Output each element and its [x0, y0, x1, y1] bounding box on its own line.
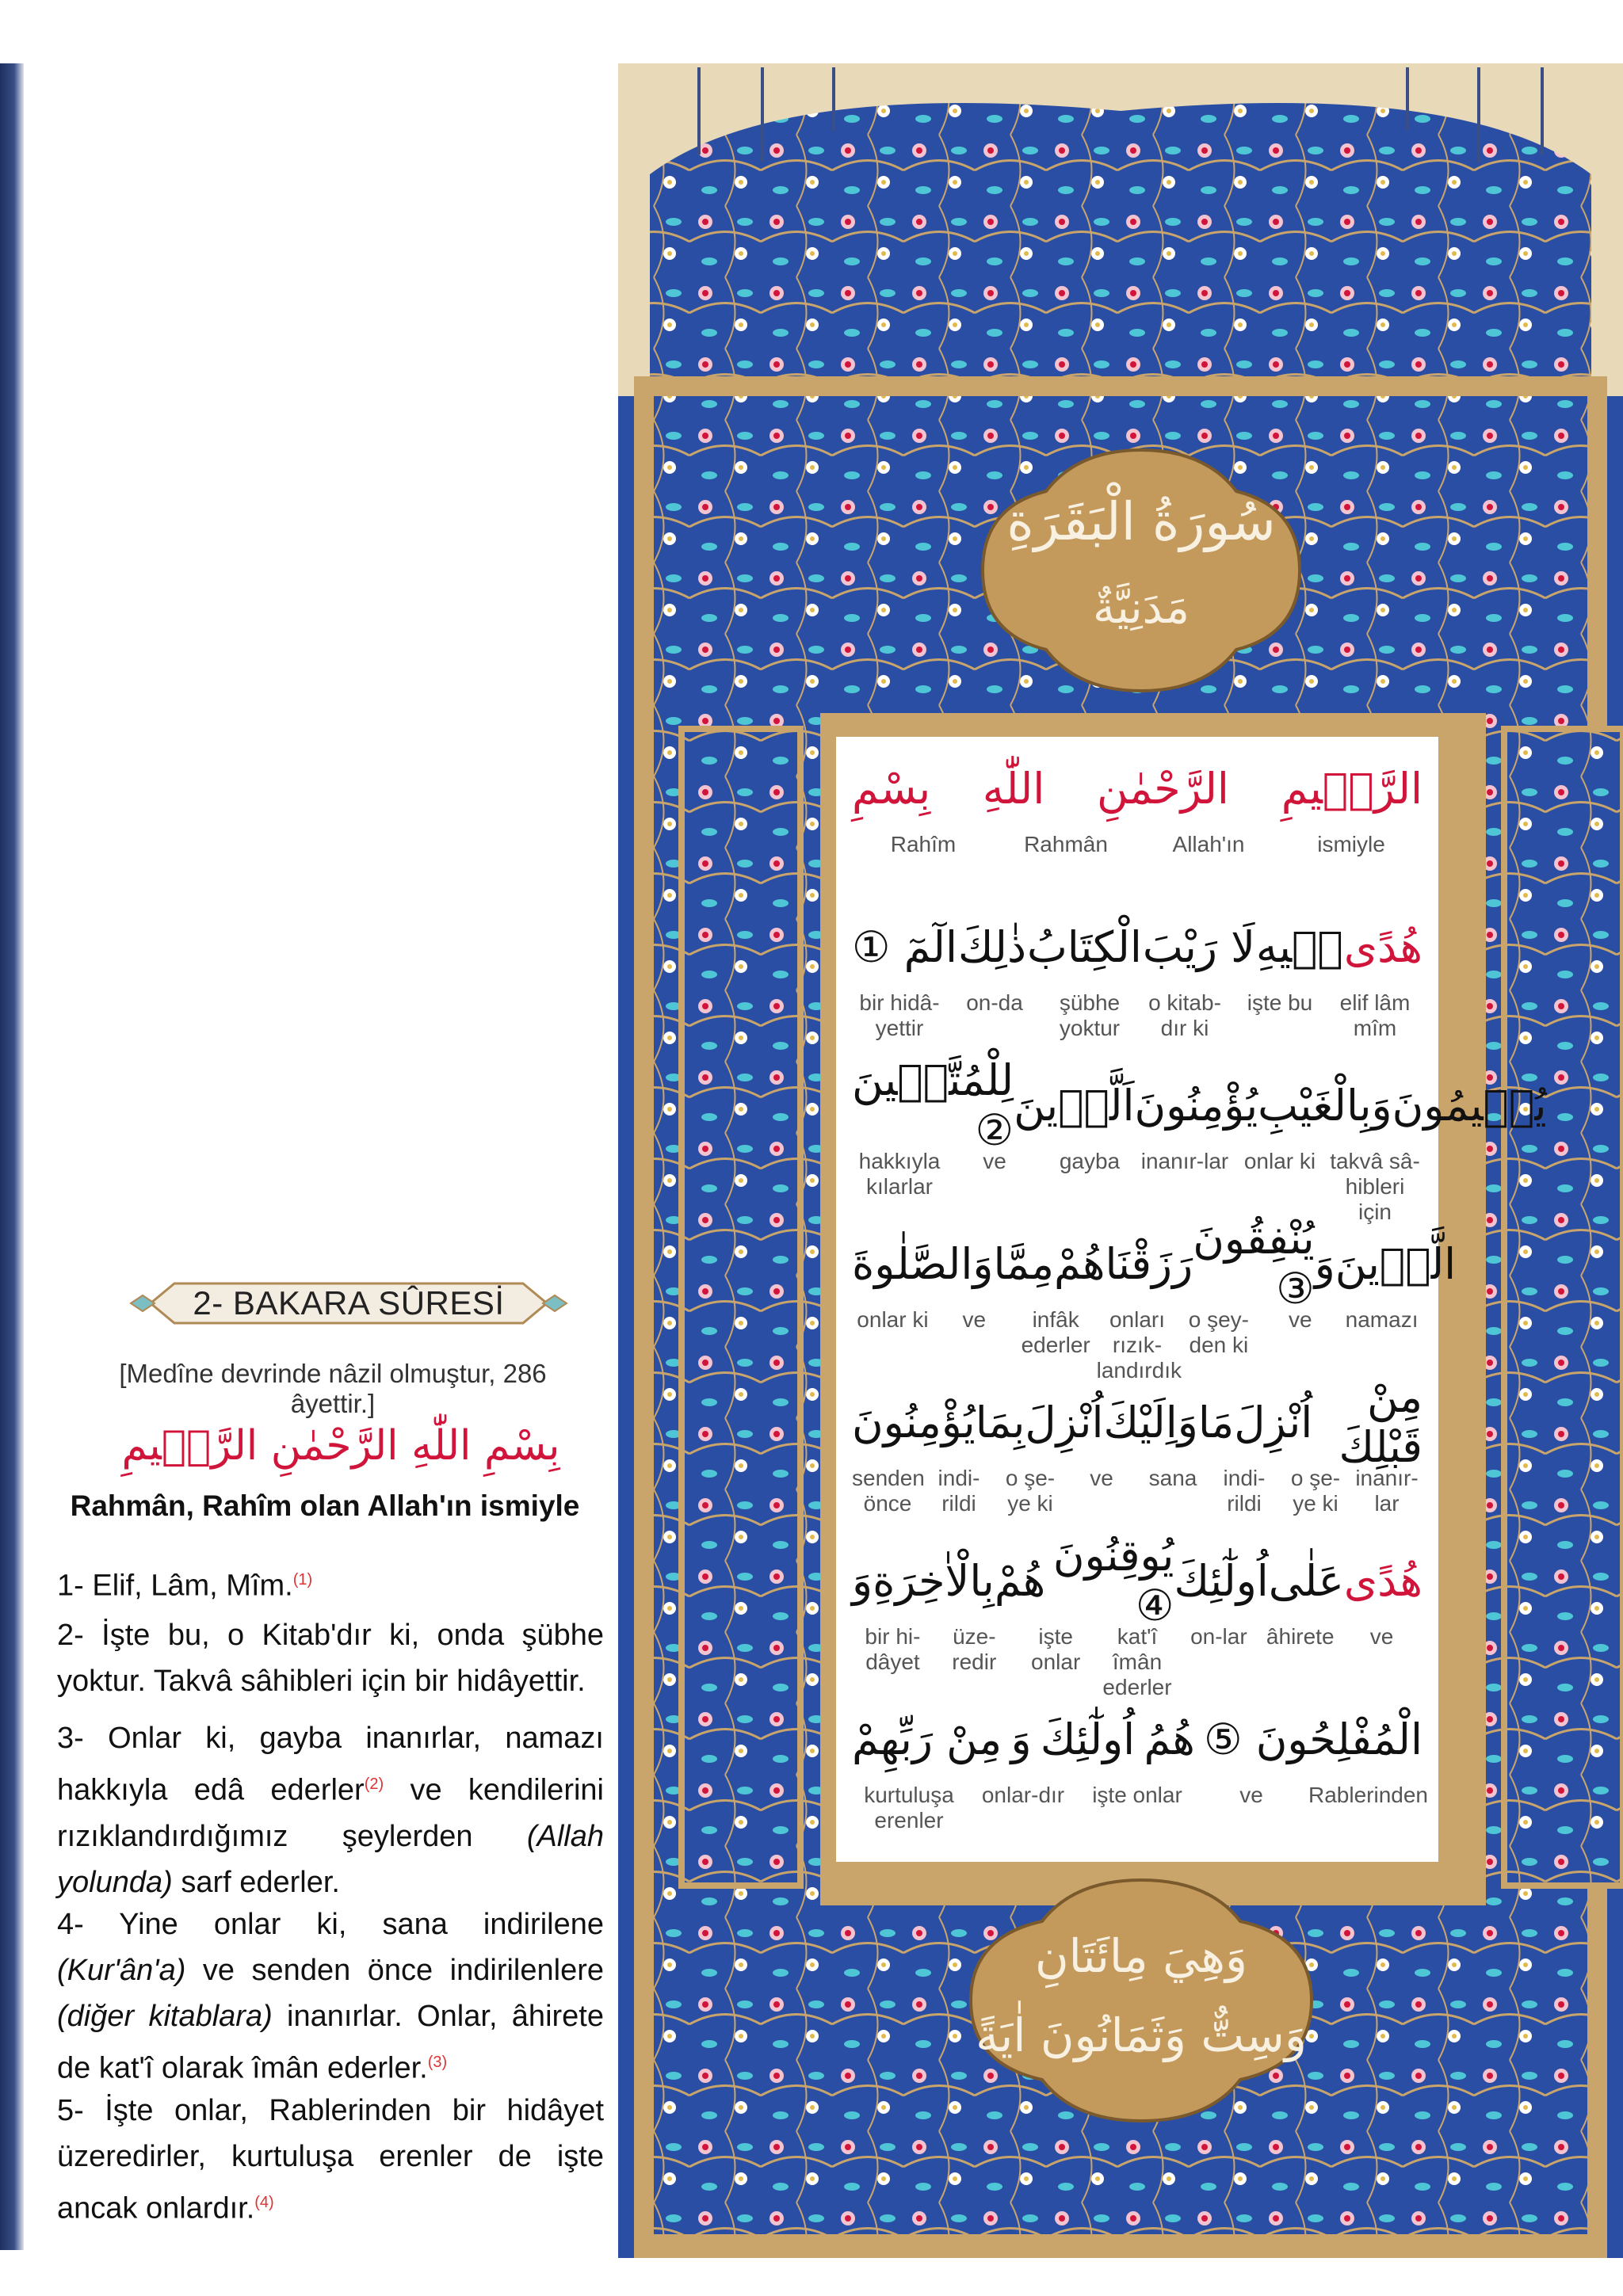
verse-3-text-a: 3- Onlar ki, gayba inanırlar, namazı hakkıyla edâ ederler [57, 1722, 604, 1807]
translation-word: âhirete [1266, 1624, 1335, 1649]
arabic-word: يُق۪يمُونَ [1392, 1080, 1547, 1131]
translation-word: hakkıyla kılarlar [858, 1149, 941, 1199]
translation-word: Allah'ın [1172, 832, 1245, 856]
translation-word: o kitab-dır ki [1148, 990, 1221, 1040]
arabic-line [852, 1214, 1457, 1314]
translation-word: inanır-lar [1355, 1466, 1419, 1516]
verse-3-text-c: sarf ederler. [172, 1865, 340, 1899]
sura-subtitle: [Medîne devrinde nâzil olmuştur, 286 âyettir.] [119, 1359, 547, 1418]
translation-line [852, 832, 1423, 895]
arabic-word: يُؤْمِنُونَ [852, 1397, 976, 1447]
arabic-word: الَّذ۪ينَ [1335, 1238, 1457, 1289]
verse-1 [57, 1557, 604, 1609]
arabic-word: بِالْاٰخِرَةِ [873, 1555, 995, 1606]
translation-word: bir hidâ-yettir [859, 990, 940, 1040]
arabic-word: ف۪يهِ [1255, 921, 1343, 972]
footnote-marker[interactable]: (3) [427, 2054, 448, 2071]
arabic-word: مِنْ رَبِّهِمْ [852, 1714, 1002, 1764]
translation-word: o şe-ye ki [1005, 1466, 1056, 1516]
arabic-word: رَزَقْنَاهُمْ [1054, 1238, 1193, 1289]
translation-word: kat'î îmân ederler [1102, 1624, 1172, 1699]
verse-3-italic: (Allah yolunda) [57, 1819, 604, 1899]
translation-word: Rahmân [1024, 832, 1108, 856]
basmala-translation: Rahmân, Rahîm olan Allah'ın ismiyle [70, 1489, 580, 1522]
quran-text-box [836, 737, 1547, 1862]
arabic-line [852, 1531, 1423, 1630]
arabic-word: اِلَيْكَ [1103, 1397, 1178, 1447]
footnote-marker[interactable]: (4) [254, 2194, 274, 2211]
sura-title-band [127, 1268, 571, 1339]
translation-word: onları rızık-landırdık [1096, 1307, 1182, 1383]
verse-4-text-c: inanırlar. Onlar, âhirete de kat'î olarak îmân ederler. [57, 2000, 604, 2085]
arabic-word: وَ [1177, 1397, 1198, 1447]
translation-word: kurtuluşa erenler [864, 1783, 954, 1833]
arabic-word: اَلَّذ۪ينَ [1014, 1080, 1135, 1131]
arabic-word: هُمُ [1144, 1714, 1195, 1764]
translation-word: inanır-lar [1140, 1149, 1229, 1173]
arabic-word: لِلْمُتَّق۪ينَ ② [852, 1055, 1014, 1155]
arabic-word: بِسْمِ [852, 763, 931, 814]
arabic-word: هُدًى [1343, 1555, 1423, 1606]
arabic-line [852, 1055, 1547, 1155]
translation-word: onlar ki [1243, 1149, 1316, 1173]
medallion-shape-icon [963, 1874, 1319, 2127]
translation-line [852, 1307, 1423, 1383]
translation-word: ve [1369, 1624, 1394, 1649]
verse-3-text-b: ve kendilerini rızıklandırdığımız şeylerden [57, 1773, 604, 1853]
interlinear-row [836, 1703, 1438, 1862]
translation-word: namazı [1345, 1307, 1419, 1332]
sura-title: 2- BAKARA SÛRESİ [193, 1284, 505, 1322]
arabic-word: اللّٰهِ [982, 763, 1045, 814]
verse-1-text: 1- Elif, Lâm, Mîm. [57, 1569, 293, 1603]
translation-word: üze-redir [952, 1624, 997, 1674]
interlinear-row [836, 753, 1438, 911]
arabic-word: وَ [1010, 1714, 1032, 1764]
arabic-word: الرَّح۪يمِ [1281, 763, 1423, 814]
arabic-word: يُنْفِقُونَ ③ [1193, 1214, 1315, 1314]
translation-word: on-lar [1190, 1624, 1247, 1649]
translation-word: o şe-ye ki [1290, 1466, 1341, 1516]
arabic-word: وَ [852, 1555, 873, 1606]
verse-2-text: 2- İşte bu, o Kitab'dır ki, onda şübhe yoktur. Takvâ sâhibleri için bir hidâyettir. [57, 1619, 604, 1698]
arabic-word: بِمَا [975, 1397, 1025, 1447]
verse-4-text-a: 4- Yine onlar ki, sana indirilene [57, 1908, 604, 1941]
interlinear-row [836, 1055, 1547, 1228]
translation-word: takvâ sâ-hibleri için [1330, 1149, 1420, 1224]
arabic-word: مِنْ قَبْلِكَ [1338, 1372, 1423, 1472]
footnote-marker[interactable]: (1) [292, 1571, 313, 1589]
verse-4 [57, 1901, 604, 2092]
verse-4-text-b: ve senden önce indirilenlere [185, 1954, 604, 1987]
translation-word: on-da [966, 990, 1023, 1015]
translation-word: bir hi-dâyet [865, 1624, 921, 1674]
arabic-word: اُنْزِلَ [1025, 1397, 1104, 1447]
ayah-count-arabic-1: وَهِيَ مِائَتَانِ [1034, 1929, 1248, 1983]
arabic-word: الْمُفْلِحُونَ ⑤ [1204, 1714, 1423, 1764]
verse-4-italic-b: (diğer kitablara) [57, 2000, 273, 2033]
ayah-count-medallion [963, 1874, 1319, 2127]
arabic-word: عَلٰى [1268, 1555, 1344, 1606]
translation-word: o şey-den ki [1188, 1307, 1249, 1357]
interlinear-row [836, 1372, 1438, 1545]
arabic-word: بِالْغَيْبِ [1258, 1080, 1372, 1131]
arabic-word: الْكِتَابُ [1026, 921, 1142, 972]
sura-type-arabic: مَدَنِيَّةٌ [1093, 582, 1190, 634]
translation-line [852, 1149, 1423, 1224]
arabic-word: الرَّحْمٰنِ [1096, 763, 1229, 814]
book-spine [0, 63, 24, 2250]
arabic-word: يُوقِنُونَ ④ [1052, 1531, 1174, 1630]
arabic-word: اُولٰٓئِكَ [1040, 1714, 1136, 1764]
basmala-arabic-left [111, 1410, 571, 1482]
arabic-word: وَ [972, 1238, 994, 1289]
interlinear-row [836, 1214, 1457, 1386]
interlinear-row [836, 911, 1438, 1070]
sura-name-arabic: سُورَةُ الْبَقَرَةِ [1006, 491, 1276, 552]
arabic-word: اُنْزِلَ [1234, 1397, 1313, 1447]
arabic-word: وَ [1314, 1238, 1335, 1289]
translation-word: ve [1090, 1466, 1113, 1490]
arabic-word: الصَّلٰوةَ [852, 1238, 973, 1289]
translation-word: indi-rildi [1223, 1466, 1266, 1516]
translation-word: indi-rildi [938, 1466, 980, 1516]
arabic-word: لَا رَيْبَ [1142, 921, 1255, 972]
arabic-line [852, 1703, 1423, 1775]
sura-name-medallion [975, 444, 1308, 697]
arabic-word: يُؤْمِنُونَ [1134, 1080, 1258, 1131]
translation-line [852, 990, 1423, 1054]
translation-word: ve [983, 1149, 1006, 1173]
translation-word: sana [1148, 1466, 1197, 1490]
arabic-word: هُدًى [1343, 921, 1423, 972]
interlinear-row [836, 1531, 1438, 1703]
translation-word: ve [962, 1307, 987, 1332]
translation-word: şübhe yoktur [1059, 990, 1121, 1040]
translation-word: onlar ki [857, 1307, 929, 1332]
arabic-line [852, 1372, 1423, 1472]
translation-line [852, 1783, 1428, 1846]
arabic-word: ذٰلِكَ [957, 921, 1026, 972]
arabic-word: مَا [1197, 1397, 1235, 1447]
arabic-word: هُمْ [994, 1555, 1046, 1606]
translation-word: elif lâm mîm [1339, 990, 1411, 1040]
verse-4-italic-a: (Kur'ân'a) [57, 1954, 186, 1987]
translation-word: onlar-dır [981, 1783, 1065, 1807]
translation-word: işte onlar [1031, 1624, 1081, 1674]
medallion-shape-icon [975, 444, 1308, 697]
translation-word: ve [1288, 1307, 1312, 1332]
translation-word: ve [1239, 1783, 1263, 1807]
translation-word: ismiyle [1317, 832, 1385, 856]
arabic-line [852, 911, 1423, 982]
translation-word: gayba [1059, 1149, 1121, 1173]
translation-word: infâk ederler [1021, 1307, 1090, 1357]
translation-word: Rablerinden [1308, 1783, 1428, 1807]
translation-word: senden önce [852, 1466, 925, 1516]
verse-5-text: 5- İşte onlar, Rablerinden bir hidâyet üzeredirler, kurtuluşa erenler de işte ancak onlardır. [57, 2094, 604, 2225]
translation-word: Rahîm [890, 832, 957, 856]
arabic-word: الٓمٓ ① [852, 921, 958, 972]
translation-word: işte bu [1247, 990, 1313, 1015]
arabic-word: وَ [1371, 1080, 1392, 1131]
verse-3 [57, 1715, 604, 1905]
arabic-word: اُولٰٓئِكَ [1174, 1555, 1269, 1606]
footnote-marker[interactable]: (2) [364, 1775, 384, 1793]
basmala-arabic-text: بِسْمِ اللّٰهِ الرَّحْمٰنِ الرَّح۪يمِ [121, 1422, 560, 1470]
translation-line [852, 1466, 1423, 1529]
translation-word: işte onlar [1092, 1783, 1182, 1807]
arabic-line [852, 753, 1423, 824]
translation-line [852, 1624, 1423, 1699]
verse-5 [57, 2088, 604, 2232]
verse-2 [57, 1612, 604, 1704]
arabic-word: مِمَّا [993, 1238, 1055, 1289]
ayah-count-arabic-2: وَسِتٌّ وَثَمَانُونَ اٰيَةً [976, 2008, 1307, 2062]
